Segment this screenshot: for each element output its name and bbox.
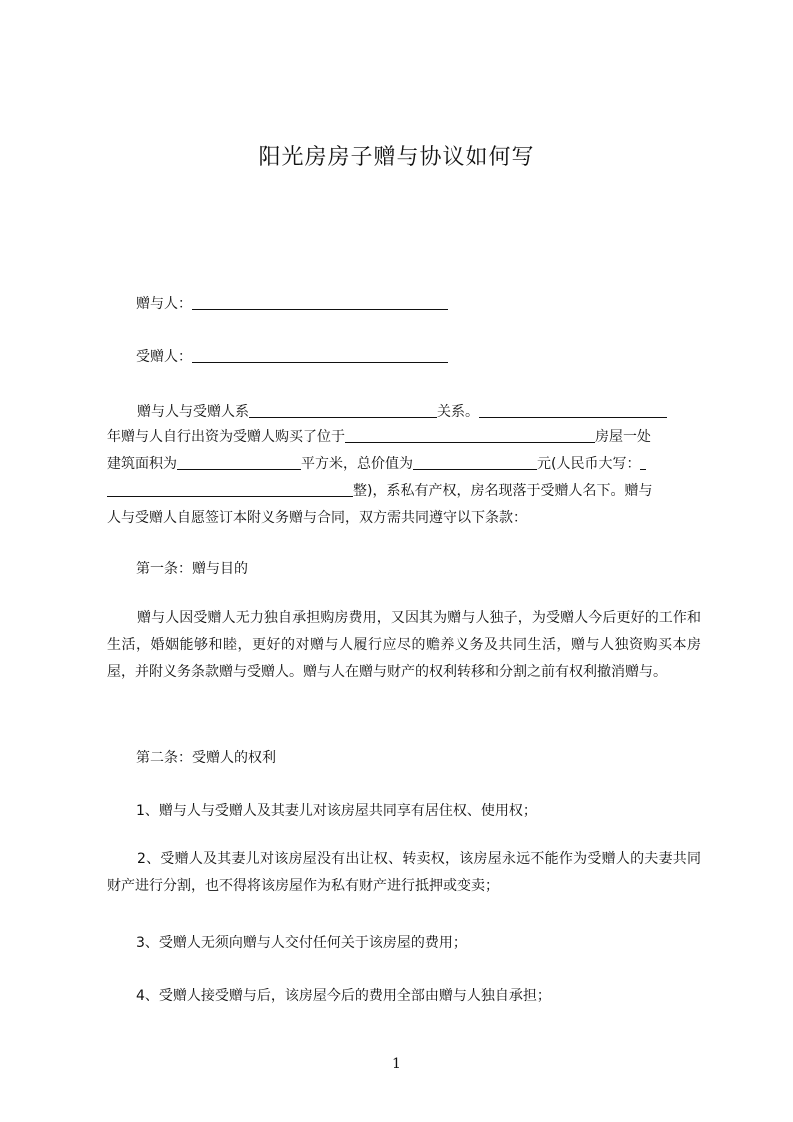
address-blank <box>345 428 595 443</box>
list-item: 1、赠与人与受赠人及其妻儿对该房屋共同享有居住权、使用权； <box>136 803 537 819</box>
value-blank <box>413 455 537 470</box>
area-blank <box>177 455 301 470</box>
article-2-heading: 第二条：受赠人的权利 <box>136 750 276 766</box>
list-item: 2、受赠人及其妻儿对该房屋没有出让权、转卖权，该房屋永远不能作为受赠人的夫妻共同财产进行分割，也不得将该房屋作为私有财产进行抵押或变卖； <box>107 851 701 894</box>
intro-text: 建筑面积为 <box>107 456 177 472</box>
donee-line <box>136 346 730 366</box>
intro-text: 赠与人与受赠人系 <box>137 404 249 420</box>
intro-line-5: 人与受赠人自愿签订本附义务赠与合同，双方需共同遵守以下条款： <box>107 510 527 526</box>
donor-label: 赠与人： <box>136 296 192 312</box>
year-blank <box>479 403 667 418</box>
page-number: 1 <box>392 1056 401 1072</box>
intro-text: 年赠与人自行出资为受赠人购买了位于 <box>107 429 345 445</box>
donor-blank <box>192 295 448 310</box>
list-item: 4、受赠人接受赠与后，该房屋今后的费用全部由赠与人独自承担； <box>136 988 551 1004</box>
intro-line-1 <box>137 401 701 421</box>
intro-line-3 <box>107 453 701 473</box>
intro-text: 关系。 <box>437 404 479 420</box>
page-title: 阳光房房子赠与协议如何写 <box>258 145 535 170</box>
donor-line <box>136 293 730 313</box>
list-item: 3、受赠人无须向赠与人交付任何关于该房屋的费用； <box>136 935 467 951</box>
amount-words-blank <box>107 482 353 497</box>
amount-blank-start <box>640 455 646 470</box>
intro-line-2 <box>107 426 701 446</box>
donee-blank <box>192 348 448 363</box>
intro-text: 整)，系私有产权，房名现落于受赠人名下。赠与 <box>353 483 653 499</box>
intro-text: 房屋一处 <box>595 429 651 445</box>
intro-text: 元(人民币大写： <box>537 456 641 472</box>
article-1-heading: 第一条：赠与目的 <box>136 561 248 577</box>
intro-line-4 <box>107 480 701 500</box>
intro-text: 平方米，总价值为 <box>301 456 413 472</box>
donee-label: 受赠人： <box>136 349 192 365</box>
article-1-body: 赠与人因受赠人无力独自承担购房费用，又因其为赠与人独子，为受赠人今后更好的工作和生活，婚姻能够和睦，更好的对赠与人履行应尽的赡养义务及共同生活，赠与人独资购买本房屋，并附义务条款赠与受赠人。赠与人在赠与财产的权利转移和分割之前有权利撤消赠与。 <box>107 610 701 680</box>
relation-blank <box>249 403 437 418</box>
